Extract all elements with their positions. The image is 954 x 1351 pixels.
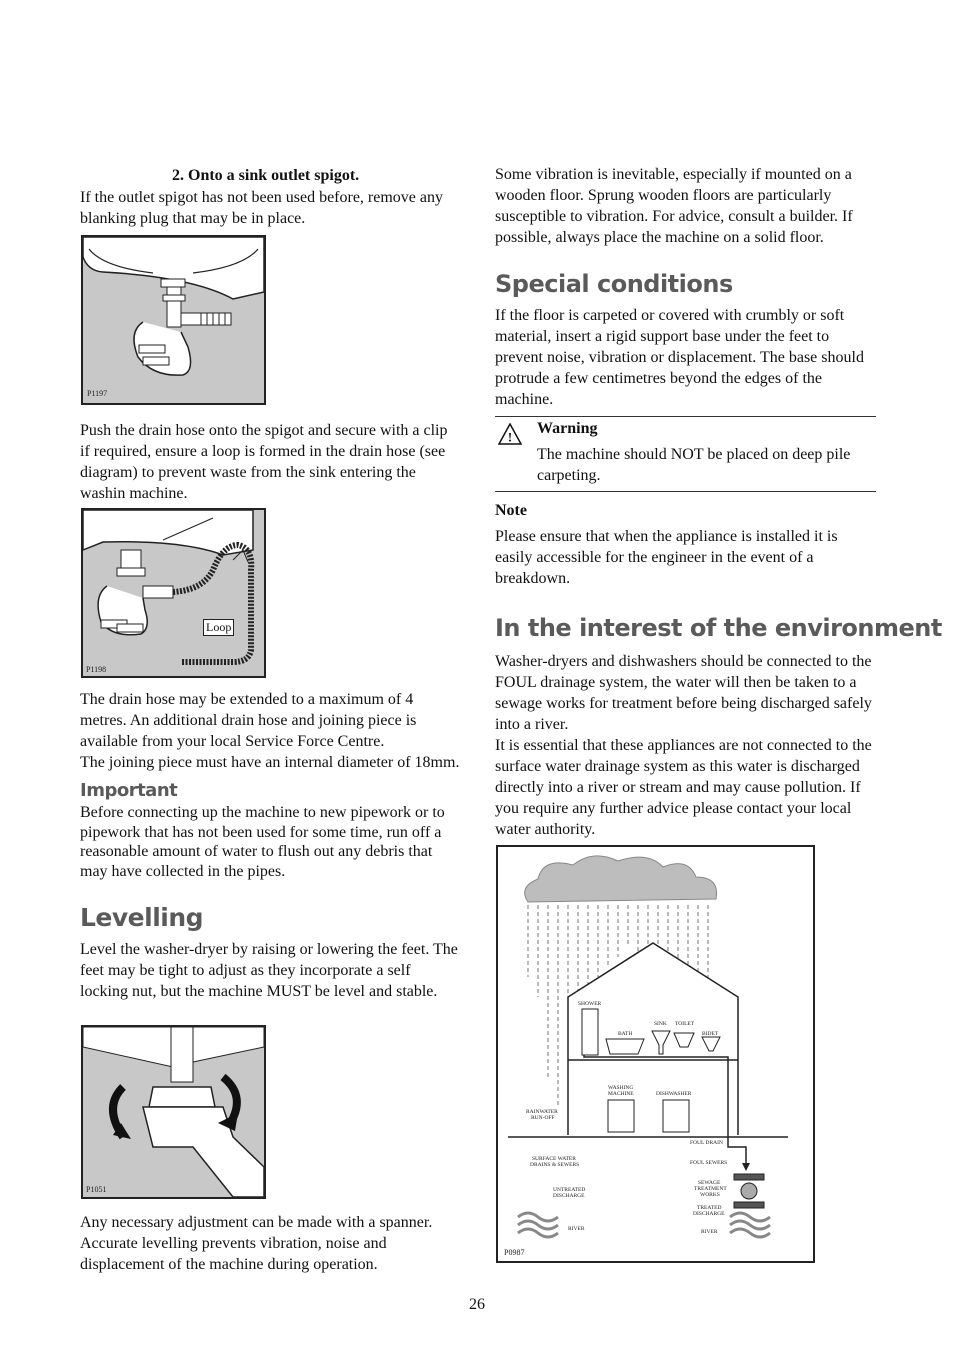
warning-box — [537, 418, 877, 486]
special-conditions-paragraph: If the floor is carpeted or covered with crumbly or soft material, insert a rigid support base under the feet to prevent noise, vibration or displacement. The base should protrude a few centimetres beyond the edges of the machine. — [495, 307, 864, 408]
environment-paragraph-1: Washer-dryers and dishwashers should be connected to the FOUL drainage system, the water will then be taken to a sewage works for treatment before being discharged safely into a river. — [495, 653, 872, 733]
drain-loop-illustration — [83, 510, 264, 676]
levelling-heading: Levelling — [80, 903, 204, 932]
right-column — [495, 164, 877, 410]
warning-bottom-rule — [495, 491, 876, 492]
drain-hose-text — [80, 420, 460, 504]
label-washing-machine-2: MACHINE — [608, 1091, 634, 1097]
label-rainwater-1: RAINWATER — [526, 1109, 558, 1115]
important-paragraph: Before connecting up the machine to new pipework or to pipework that has not been used for some time, run off a reasonable amount of water to flush out any debris that may have collected in the pipes. — [80, 804, 445, 880]
levelling-paragraph: Level the washer-dryer by raising or lowering the feet. The feet may be tight to adjust as they incorporate a self locking nut, but the machine MUST be level and stable. — [80, 941, 458, 1000]
levelling-foot-illustration — [83, 1027, 264, 1197]
special-conditions-heading: Special conditions — [495, 270, 733, 298]
label-rainwater-2: RUN-OFF — [531, 1115, 555, 1121]
label-surface-2: DRAINS & SEWERS — [530, 1162, 580, 1168]
figure-code-p1198: P1198 — [86, 665, 107, 674]
label-sewage-2: TREATMENT — [694, 1186, 727, 1192]
label-shower: SHOWER — [578, 1001, 602, 1007]
label-sink: SINK — [654, 1021, 667, 1027]
sink-spigot-figure — [81, 235, 266, 405]
spanner-paragraph: Any necessary adjustment can be made with a spanner. Accurate levelling prevents vibration, noise and displacement of the machine during operation. — [80, 1214, 433, 1273]
loop-label: Loop — [203, 619, 234, 636]
warning-title: Warning — [537, 420, 598, 437]
svg-text:!: ! — [507, 429, 513, 445]
label-bidet: BIDET — [702, 1031, 719, 1037]
spigot-paragraph: If the outlet spigot has not been used before, remove any blanking plug that may be in place. — [80, 189, 443, 227]
label-foul-drain: FOUL DRAIN — [690, 1140, 723, 1146]
figure-code-p1051: P1051 — [86, 1185, 107, 1194]
label-washing-machine-1: WASHING — [608, 1085, 634, 1091]
rain-cloud-icon — [525, 856, 717, 902]
drainage-system-illustration — [498, 847, 813, 1261]
label-toilet: TOILET — [675, 1021, 695, 1027]
environment-heading: In the interest of the environment — [495, 614, 942, 642]
sink-spigot-illustration — [83, 237, 264, 403]
label-sewage-3: WORKS — [700, 1192, 720, 1198]
drain-extension-paragraph: The drain hose may be extended to a maximum of 4 metres. An additional drain hose and joining piece is available from your local Service Force Centre. — [80, 691, 417, 750]
left-column — [80, 165, 460, 229]
vibration-paragraph: Some vibration is inevitable, especially if mounted on a wooden floor. Sprung wooden floors are particularly susceptible to vibration. For advice, consult a builder. If possible, always place the machine on a solid floor. — [495, 166, 853, 246]
label-untreated-1: UNTREATED — [553, 1187, 586, 1193]
warning-triangle-icon — [498, 423, 522, 445]
figure-code-p1197: P1197 — [87, 389, 108, 398]
label-sewage-1: SEWAGE — [698, 1180, 721, 1186]
environment-paragraph-2: It is essential that these appliances are not connected to the surface water drainage system as this water is discharged directly into a river or stream and may cause pollution. If you require any further advice please contact your local water authority. — [495, 737, 872, 838]
figure-code-p0987: P0987 — [504, 1248, 525, 1257]
label-dishwasher: DISHWASHER — [656, 1091, 692, 1097]
note-title: Note — [495, 502, 527, 519]
important-heading: Important — [80, 780, 178, 801]
drain-loop-figure — [81, 508, 266, 678]
label-river-right: RIVER — [701, 1229, 718, 1235]
push-drain-hose-paragraph: Push the drain hose onto the spigot and secure with a clip if required, ensure a loop is formed in the drain hose (see diagram) to prevent waste from the sink entering the washin machine. — [80, 422, 448, 502]
label-surface-1: SURFACE WATER — [532, 1156, 576, 1162]
warning-text: The machine should NOT be placed on deep pile carpeting. — [537, 446, 851, 484]
levelling-foot-figure — [81, 1025, 266, 1199]
page-number: 26 — [469, 1296, 485, 1313]
note-paragraph: Please ensure that when the appliance is installed it is easily accessible for the engineer in the event of a breakdown. — [495, 528, 838, 587]
note-section — [495, 500, 942, 840]
label-treated-2: DISCHARGE — [693, 1211, 725, 1217]
river-left-icon — [518, 1213, 558, 1237]
extension-text — [80, 689, 460, 1002]
label-foul-sewers: FOUL SEWERS — [690, 1160, 728, 1166]
label-bath: BATH — [618, 1031, 633, 1037]
joining-piece-paragraph: The joining piece must have an internal diameter of 18mm. — [80, 754, 460, 771]
sink-spigot-subheading: 2. Onto a sink outlet spigot. — [172, 167, 360, 184]
warning-top-rule — [495, 416, 876, 417]
drainage-system-diagram — [496, 845, 815, 1263]
label-treated-1: TREATED — [697, 1205, 722, 1211]
label-untreated-2: DISCHARGE — [553, 1193, 585, 1199]
label-river-left: RIVER — [568, 1226, 585, 1232]
river-right-icon — [730, 1213, 770, 1237]
spanner-text — [80, 1212, 460, 1275]
